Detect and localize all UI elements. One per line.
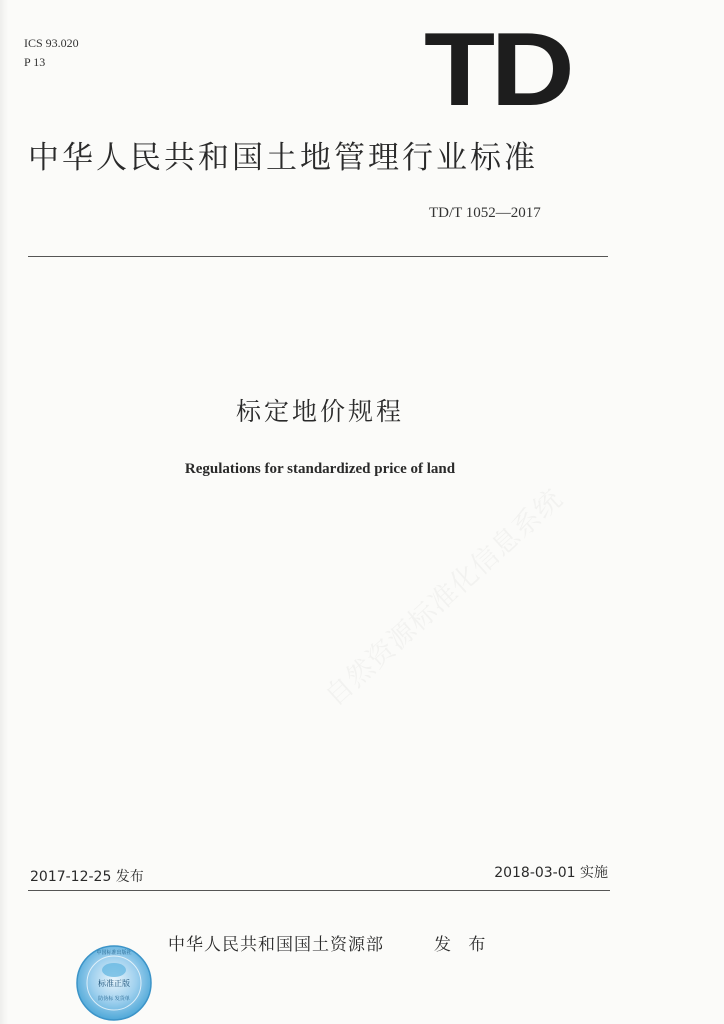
ics-code: ICS 93.020 [24, 36, 79, 50]
standard-number: TD/T 1052—2017 [429, 205, 541, 221]
seal-center-text: 标准正版 [98, 979, 130, 988]
top-divider [28, 256, 608, 257]
implementation-date: 2018-03-01 实施 [494, 865, 608, 881]
seal-top-text: 中国标准出版社 [96, 950, 132, 956]
bottom-divider [28, 890, 610, 891]
organization-title: 中华人民共和国土地管理行业标准 [28, 140, 538, 176]
anti-counterfeit-seal-icon [75, 944, 153, 1022]
td-logo: TD [424, 12, 571, 128]
classification-code: P 13 [24, 55, 46, 69]
publisher-name: 中华人民共和国国土资源部 [168, 935, 384, 955]
document-title-chinese: 标定地价规程 [235, 397, 404, 426]
seal-bottom-text: 防伪标 发货单 [98, 996, 130, 1002]
page-edge-shadow [0, 0, 8, 1024]
publish-label: 发 布 [434, 935, 492, 955]
document-title-english: Regulations for standardized price of land [184, 461, 456, 477]
watermark: 自然资源标准化信息系统 [319, 483, 569, 713]
issue-date: 2017-12-25 发布 [30, 869, 144, 885]
